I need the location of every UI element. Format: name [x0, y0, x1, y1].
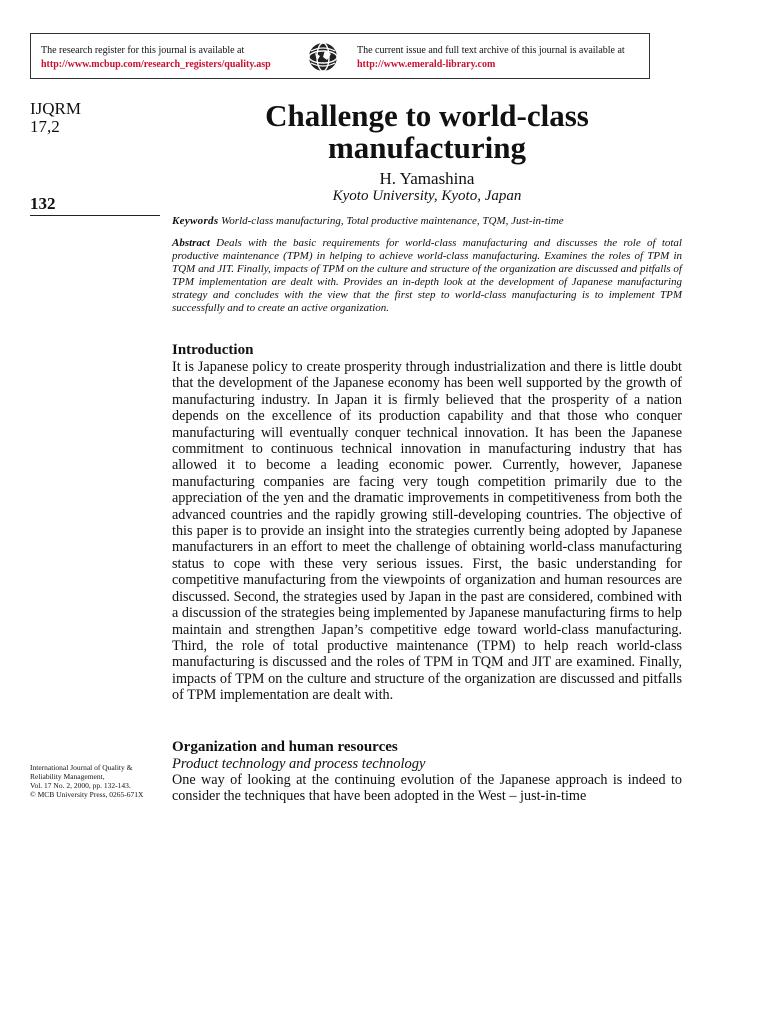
- introduction-heading: Introduction: [172, 342, 254, 358]
- citation-line: © MCB University Press, 0265-671X: [30, 790, 144, 799]
- journal-header-box: [30, 33, 650, 79]
- citation-line: Reliability Management,: [30, 772, 105, 781]
- journal-id: [30, 100, 81, 136]
- keywords-line: [172, 215, 682, 228]
- section-paragraph: One way of looking at the continuing evolution of the Japanese approach is indeed to consider the techniques that have been adopted in the West – just-in-time: [172, 772, 682, 805]
- section-heading: Organization and human resources: [172, 739, 398, 755]
- article-author: H. Yamashina: [379, 169, 475, 188]
- citation-line: International Journal of Quality &: [30, 763, 133, 772]
- research-register-text: The research register for this journal is available at: [41, 45, 245, 56]
- keywords-label: Keywords: [172, 215, 219, 227]
- introduction-paragraph: It is Japanese policy to create prosperity through industrialization and there is little doubt that the development of the Japanese economy has been well supported by the growth of manufacturing industry. In Japan it is firmly believed that the prosperity of a nation depends on the excellence of its production capability and that those who conquer manufacturing will eventually conquer technical innovation. It has been the Japanese commitment to continuous technical innovation in manufacturing industry that has allowed it to become a leading economic power. Currently, however, Japanese manufacturing companies are facing very tough competition primarily due to the appreciation of the yen and the dramatic improvements in competitiveness from both the advanced countries and the rapidly growing still-developing countries. The objective of this paper is to provide an insight into the strategies currently being adopted by Japanese manufacturers in an effort to meet the challenge of obtaining world-class manufacturing status to cope with these very serious issues. First, the basic understanding for competitive manufacturing from the viewpoints of organization and human resources are discussed. Second, the strategies used by Japan in the past are considered, combined with a discussion of the strategies being implemented by Japanese manufacturing firms to help maintain and strengthen Japan’s competitive edge toward world-class manufacturing. Third, the role of total productive maintenance (TPM) to help reach world-class manufacturing is discussed and the roles of TPM in TQM and JIT are examined. Finally, impacts of TPM on the culture and structure of the organization are discussed and pitfalls of TPM implementation are dealt with.: [172, 359, 682, 704]
- margin-rule: [30, 215, 160, 216]
- abstract-label: Abstract: [172, 237, 210, 249]
- subsection-heading: Product technology and process technology: [172, 756, 426, 772]
- journal-volume: 17,2: [30, 117, 60, 136]
- globe-icon: [307, 41, 339, 73]
- full-text-archive-link[interactable]: http://www.emerald-library.com: [357, 59, 496, 70]
- citation-note: [30, 763, 170, 799]
- citation-line: Vol. 17 No. 2, 2000, pp. 132-143.: [30, 781, 131, 790]
- research-register-link[interactable]: http://www.mcbup.com/research_registers/quality.asp: [41, 59, 271, 70]
- full-text-archive-notice: [357, 44, 625, 72]
- page-number: 132: [30, 194, 56, 213]
- abstract-block: [172, 237, 682, 315]
- author-affiliation: Kyoto University, Kyoto, Japan: [332, 188, 522, 204]
- journal-abbrev: IJQRM: [30, 99, 82, 118]
- research-register-notice: [41, 44, 271, 72]
- full-text-archive-text: The current issue and full text archive of this journal is available at: [357, 45, 625, 56]
- article-title: Challenge to world-class manufacturing: [265, 98, 589, 165]
- keywords-text: World-class manufacturing, Total productive maintenance, TQM, Just-in-time: [221, 215, 564, 227]
- abstract-text: Deals with the basic requirements for world-class manufacturing and discusses the role of total productive maintenance (TPM) in helping to achieve world-class manufacturing. Examines the roles of TPM in TQM and JIT. Finally, impacts of TPM on the culture and structure of the organization are discussed and pitfalls of TPM implementation are dealt with. Provides an in-depth look at the development of Japanese manufacturing strategy and concludes with the view that the first step to world-class manufacturing is to implement TPM successfully and to create an active organization.: [172, 237, 682, 314]
